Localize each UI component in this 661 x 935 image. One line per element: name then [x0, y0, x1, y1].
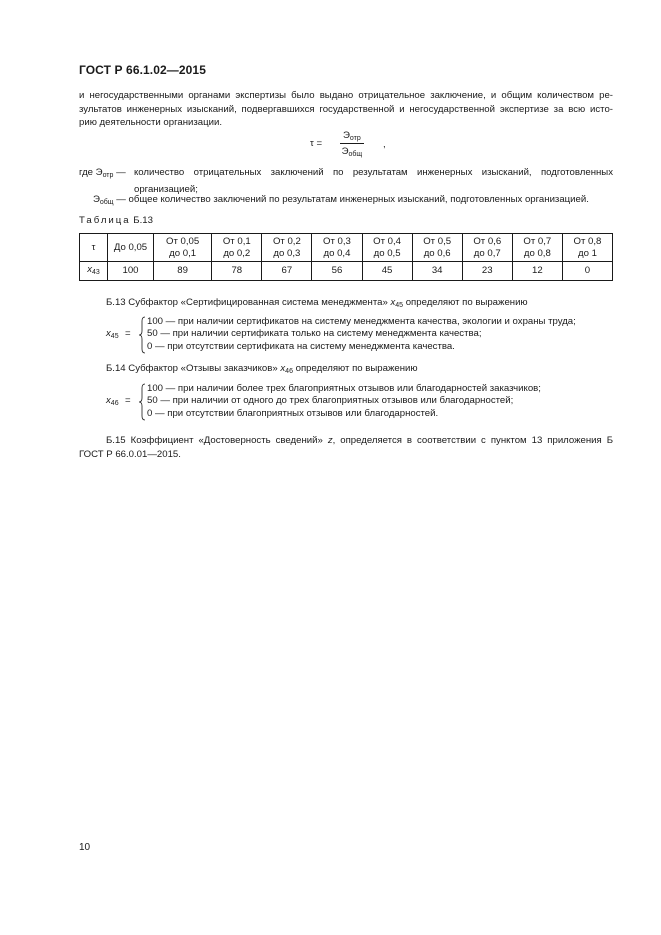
table-cell: От 0,3 до 0,4	[312, 234, 362, 262]
table-cell: От 0,4 до 0,5	[362, 234, 412, 262]
b15-paragraph	[79, 434, 613, 461]
tau-formula	[300, 130, 440, 160]
table-row-tau	[80, 234, 613, 262]
table-cell: От 0,5 до 0,6	[412, 234, 462, 262]
brace-icon	[138, 383, 146, 421]
table-cell: 56	[312, 262, 362, 281]
b13-intro: Б.13 Субфактор «Сертифицированная система менеджмента» $x_{45}$ определяют по выражению	[106, 297, 528, 309]
table-cell: 78	[212, 262, 262, 281]
definition-otr	[79, 166, 613, 196]
table-cell: От 0,6 до 0,7	[462, 234, 512, 262]
case-line: 100 — при наличии сертификатов на систему менеджмента качества, экологии и охраны труда;	[147, 316, 576, 327]
definition-term: $Э_{общ}$	[93, 194, 114, 206]
page-number: 10	[79, 842, 91, 853]
formula-lhs: τ =	[310, 138, 323, 149]
b15-line: Б.15 Коэффициент «Достоверность сведений» z, определяется в соответствии с пунктом 13 приложения Б	[106, 435, 614, 446]
b13-expression	[106, 316, 616, 356]
table-cell: 45	[362, 262, 412, 281]
table-cell: 100	[108, 262, 154, 281]
b13-equals: =	[125, 328, 131, 339]
intro-line: рию деятельности организации.	[79, 117, 222, 128]
definition-text: общее количество заключений по результатам инженерных изысканий, подготовленных организацией.	[128, 194, 589, 205]
table-cell: 23	[462, 262, 512, 281]
table-cell: 67	[262, 262, 312, 281]
table-caption-word: Таблица	[79, 215, 131, 226]
b14-variable: $x_{46}$	[106, 395, 119, 407]
b13-variable: $x_{45}$	[106, 328, 119, 340]
table-row-x43	[80, 262, 613, 281]
table-cell: От 0,7 до 0,8	[512, 234, 562, 262]
b13-cases	[147, 316, 576, 353]
b14-cases	[147, 383, 541, 420]
table-cell: 89	[154, 262, 212, 281]
table-cell: От 0,8 до 1	[562, 234, 612, 262]
definition-term: где $Э_{отр}$	[79, 167, 114, 179]
definition-text: количество отрицательных заключений по результатам инженерных изысканий, подготовленных	[134, 167, 613, 178]
formula-numerator: $Э_{отр}$	[340, 130, 364, 144]
case-line: 50 — при наличии сертификата только на систему менеджмента качества;	[147, 328, 482, 340]
case-line: 0 — при отсутствии сертификата на систему менеджмента качества.	[147, 340, 455, 352]
definition-dash: —	[116, 167, 126, 178]
brace-icon	[138, 316, 146, 354]
formula-comma: ,	[383, 139, 386, 150]
table-caption-number: Б.13	[133, 215, 153, 226]
table-cell: 34	[412, 262, 462, 281]
table-cell: До 0,05	[108, 234, 154, 262]
table-cell: От 0,2 до 0,3	[262, 234, 312, 262]
table-cell: 12	[512, 262, 562, 281]
intro-paragraph	[79, 89, 613, 130]
formula-fraction	[340, 130, 364, 158]
formula-denominator: $Э_{общ}$	[341, 146, 363, 158]
table-row-header: $x_{43}$	[80, 262, 108, 281]
definition-obsh	[93, 193, 613, 210]
table-cell: От 0,1 до 0,2	[212, 234, 262, 262]
table-b13	[79, 233, 613, 281]
intro-line: и негосударственными органами экспертизы было выдано отрицательное заключение, и общим количеством ре-	[79, 90, 613, 101]
document-header: ГОСТ Р 66.1.02—2015	[79, 63, 206, 77]
case-line: 0 — при отсутствии благоприятных отзывов или благодарностей.	[147, 407, 439, 419]
table-caption	[79, 215, 153, 226]
b14-equals: =	[125, 395, 131, 406]
b15-line: ГОСТ Р 66.0.01—2015.	[79, 448, 181, 460]
table-cell: От 0,05 до 0,1	[154, 234, 212, 262]
intro-line: зультатов инженерных изысканий, подвергавшихся государственной и негосударственной экспертизе за всю исто-	[79, 103, 613, 115]
table-cell: 0	[562, 262, 612, 281]
definition-dash: —	[116, 194, 126, 205]
case-line: 50 — при наличии от одного до трех благоприятных отзывов или благодарностей;	[147, 395, 514, 407]
b14-intro: Б.14 Субфактор «Отзывы заказчиков» $x_{46}$ определяют по выражению	[106, 363, 418, 375]
table-row-header: τ	[80, 234, 108, 262]
definition-text-cont: организацией;	[134, 183, 198, 195]
case-line: 100 — при наличии более трех благоприятных отзывов или благодарностей заказчиков;	[147, 383, 541, 394]
b14-expression	[106, 383, 616, 423]
